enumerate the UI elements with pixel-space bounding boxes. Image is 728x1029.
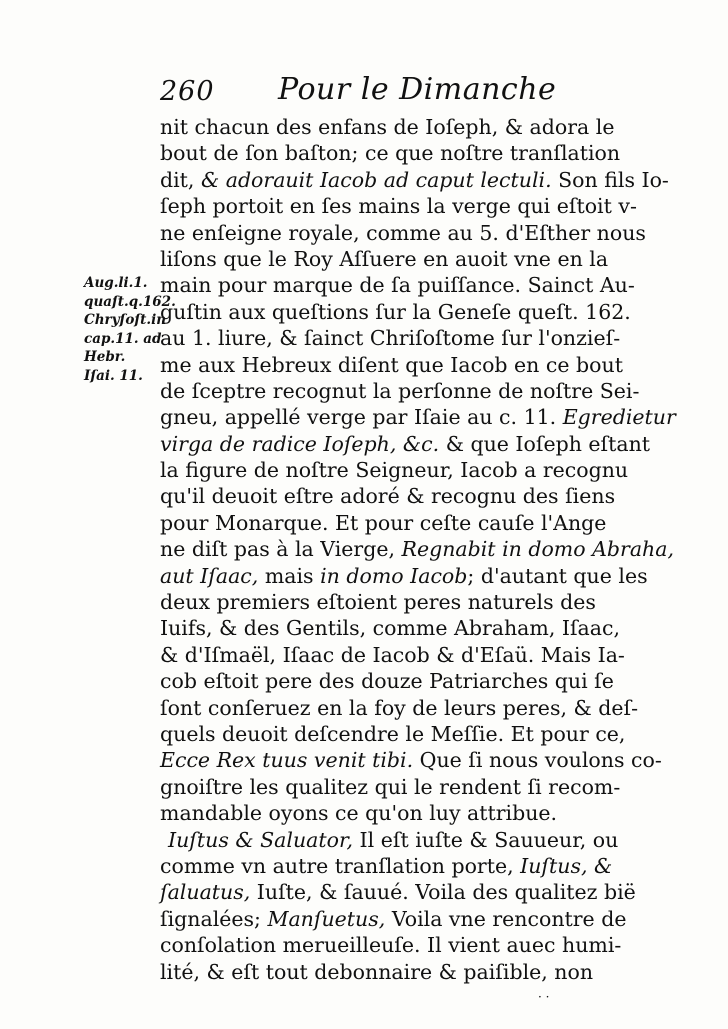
italic-segment: Manſuetus, — [267, 906, 386, 931]
text-line — [160, 695, 639, 721]
text-segment: ſont conſeruez en la foy de leurs peres, & deſ- — [160, 695, 639, 720]
text-segment: quels deuoit deſcendre le Meſſie. Et pour ce, — [160, 721, 626, 746]
text-line — [160, 352, 623, 378]
text-segment: lité, & eſt tout debonnaire & paiſible, non — [160, 959, 594, 984]
text-line — [160, 246, 609, 272]
text-segment: deux premiers eſtoient peres naturels des — [160, 590, 596, 615]
text-segment: dit, — [160, 167, 201, 192]
print-mark: · · — [538, 990, 550, 1004]
text-line — [160, 563, 648, 589]
text-segment: cob eſtoit pere des douze Patriarches qui ſe — [160, 669, 614, 694]
text-line — [160, 536, 674, 562]
text-line — [160, 853, 613, 879]
text-segment: bout de ſon baſton; ce que noſtre tranſlation — [160, 141, 621, 166]
margin-notes — [84, 274, 176, 386]
text-segment: nit chacun des enfans de Ioſeph, & adora le — [160, 115, 615, 139]
margin-note-line: Aug.li.1. — [84, 275, 148, 291]
italic-segment: virga de radice Ioſeph, &c. — [160, 431, 440, 456]
text-segment: Iuſte, & ſauué. Voila des qualitez bië — [250, 880, 636, 905]
text-segment: liſons que le Roy Aſſuere en auoit vne en la — [160, 246, 609, 271]
text-line — [160, 932, 622, 958]
text-segment: conſolation merueilleuſe. Il vient auec humi- — [160, 933, 622, 958]
text-line — [160, 220, 646, 246]
text-line — [160, 483, 616, 509]
text-segment: me aux Hebreux diſent que Iacob en ce bout — [160, 352, 623, 377]
text-segment: Que ſi nous voulons co- — [413, 748, 662, 773]
text-segment: pour Monarque. Et pour ceſte cauſe l'Ange — [160, 510, 607, 535]
text-line — [160, 325, 621, 351]
text-segment: qu'il deuoit eſtre adoré & recognu des ſiens — [160, 484, 616, 509]
margin-note-line: quaſt.q.162. — [84, 293, 176, 310]
text-segment: gnoiſtre les qualitez qui le rendent ſi recom- — [160, 774, 621, 799]
italic-segment: Egredietur — [562, 405, 676, 430]
text-line — [160, 299, 631, 325]
text-line — [160, 774, 621, 800]
text-segment: ſeph portoit en ſes mains la verge qui eſtoit v- — [160, 194, 637, 219]
text-line — [160, 378, 640, 404]
italic-segment: & adorauit Iacob ad caput lectuli. — [200, 167, 552, 192]
text-line — [160, 959, 594, 985]
margin-note-line: Hebr. — [84, 349, 126, 366]
text-line — [160, 800, 580, 826]
italic-segment: Ecce Rex tuus venit tibi. — [160, 748, 414, 773]
text-segment: ; d'autant que les — [467, 563, 648, 588]
italic-segment: ſaluatus, — [160, 880, 251, 905]
text-line — [160, 404, 676, 430]
italic-segment: Iuſtus, & — [520, 853, 613, 878]
text-segment: Iuifs, & des Gentils, comme Abraham, Iſaac, — [160, 616, 620, 641]
page-number: 260 — [160, 76, 215, 107]
text-segment: comme vn autre tranſlation porte, — [160, 853, 521, 878]
running-title: Pour le Dimanche — [278, 72, 557, 107]
text-segment: main pour marque de ſa puiſſance. Sainct Au- — [160, 273, 635, 298]
text-line — [160, 457, 629, 483]
margin-note-line: Iſai. 11. — [84, 367, 143, 384]
text-segment: ne diſt pas à la Vierge, — [160, 537, 402, 562]
text-line — [160, 431, 651, 457]
text-segment: & que Ioſeph eſtant — [439, 431, 651, 456]
text-line — [160, 668, 614, 694]
text-line — [160, 140, 621, 166]
running-head — [160, 72, 580, 112]
text-line — [160, 167, 669, 193]
italic-segment: Iuſtus & Saluator, — [168, 827, 354, 852]
text-segment: Il eſt iuſte & Sauueur, ou — [353, 827, 619, 852]
text-line — [160, 272, 635, 298]
text-segment: la figure de noſtre Seigneur, Iacob a recognu — [160, 458, 629, 483]
italic-segment: aut Iſaac, — [160, 563, 259, 588]
text-segment: ne enſeigne royale, comme au 5. d'Eſther nous — [160, 220, 646, 245]
text-line — [160, 510, 607, 536]
italic-segment: in domo Iacob — [320, 563, 468, 588]
text-line — [160, 114, 615, 140]
text-segment: au 1. liure, & ſainct Chriſoſtome ſur l'onzieſ- — [160, 326, 621, 351]
text-segment: mais — [258, 563, 321, 588]
text-line — [160, 615, 620, 641]
body-text — [160, 114, 676, 985]
text-segment: gneu, appellé verge par Iſaie au c. 11. — [160, 405, 563, 430]
text-line — [160, 721, 626, 747]
text-segment: guſtin aux queſtions ſur la Geneſe queſt. 162. — [160, 299, 631, 324]
text-line — [160, 827, 619, 853]
text-line — [160, 193, 637, 219]
italic-segment: Regnabit in domo Abraha, — [401, 537, 674, 562]
text-line — [160, 747, 662, 773]
text-segment: Voila vne rencontre de — [385, 906, 627, 931]
text-segment: & d'Iſmaël, Iſaac de Iacob & d'Eſaü. Mais Ia- — [160, 642, 625, 667]
text-segment: ſignalées; — [160, 906, 268, 931]
margin-note-line: Chryſoſt.in — [84, 312, 167, 329]
text-line — [160, 879, 636, 905]
text-line — [160, 906, 627, 932]
text-line — [160, 642, 625, 668]
text-segment: de ſceptre recognut la perſonne de noſtre Sei- — [160, 378, 640, 403]
text-segment: mandable oyons ce qu'on luy attribue. — [160, 801, 558, 826]
margin-note-line: cap.11. ad — [84, 330, 162, 347]
text-segment: Son fils Io- — [551, 167, 669, 192]
text-line — [160, 589, 596, 615]
